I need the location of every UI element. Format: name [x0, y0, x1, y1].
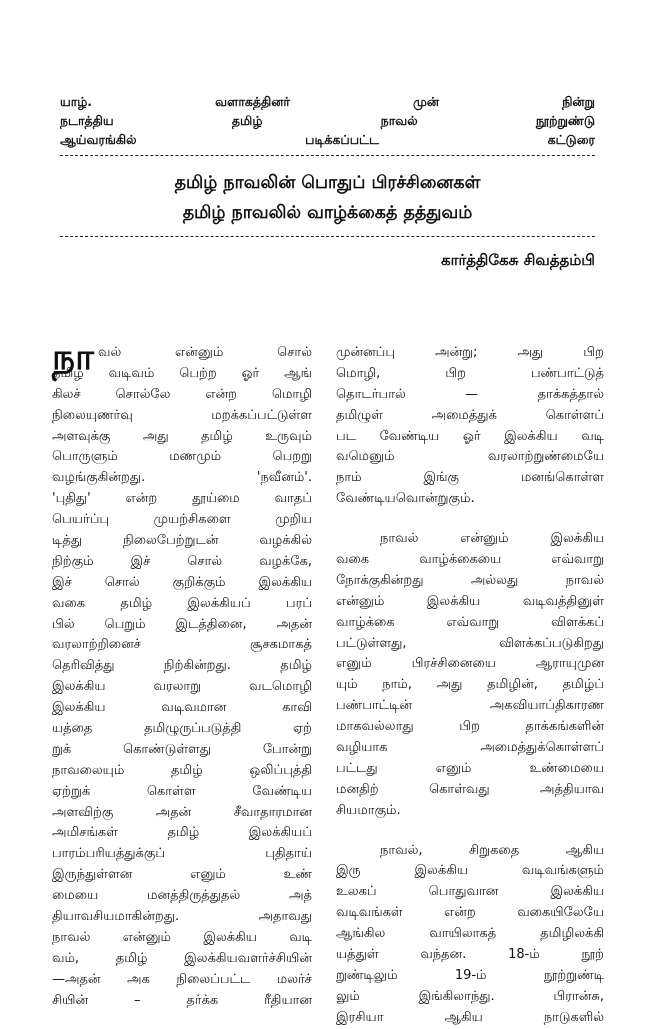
text-line: டித்து நிலைபேற்றுடன் வழக்கில் — [52, 533, 312, 549]
text-line: வழங்குகின்றது. 'நவீனம்'. — [52, 470, 312, 486]
text-line: வேண்டியவொன்றுகும். — [336, 491, 475, 507]
text-line: என்னும் இலக்கிய வடிவத்தினுள் — [336, 593, 604, 609]
text-line: தியாவசியமாகின்றது. அதாவது — [52, 909, 312, 925]
right-column — [336, 343, 604, 1029]
text-line: மொழி, பிற பண்பாட்டுத் — [336, 365, 604, 381]
text-line: நாம் இங்கு மனங்கொள்ள — [336, 470, 604, 486]
note-line: ஆய்வரங்கில் படிக்கப்பட்ட கட்டுரை — [60, 132, 595, 147]
text-line: நாவல் என்னும் இலக்கிய — [380, 531, 604, 547]
text-line: வகை தமிழ் இலக்கியப் பரப் — [52, 595, 312, 611]
text-line: வமெனும் வரலாற்றுண்மையே — [336, 449, 604, 465]
paragraph-3 — [336, 841, 604, 1029]
text-line: அளவுக்கு அது தமிழ் உருவும் — [52, 428, 312, 444]
text-line: கிலச் சொல்லே என்ற மொழி — [52, 386, 312, 402]
text-line: வழியாக அமைத்துக்கொள்ளப் — [336, 740, 604, 756]
text-line: அளவிற்கு அதன் சீவாதாரமான — [52, 804, 312, 820]
note-line: நடாத்திய தமிழ் நாவல் நூற்றுண்டு — [60, 113, 595, 128]
paragraph-2 — [336, 529, 604, 821]
text-line: தமிழ் வடிவம் பெற்ற ஓர் ஆங் — [52, 365, 312, 381]
text-line: இச் சொல் குறிக்கும் இலக்கிய — [52, 574, 312, 590]
text-line: நோக்குகின்றது அல்லது நாவல் — [336, 572, 604, 588]
paragraph-gap — [336, 822, 604, 841]
drop-cap: நா — [52, 337, 94, 378]
text-line: பண்பாட்டின் அகவியாப்திகாரண — [336, 698, 604, 714]
text-line: சியின் – தர்க்க ரீதியான — [52, 992, 312, 1008]
paragraph-1 — [336, 343, 604, 510]
text-line: தெரிவித்து நிற்கின்றது. தமிழ் — [52, 658, 312, 674]
text-line: —அதன் அக நிலைப்பட்ட மலர்ச் — [52, 971, 312, 987]
text-line: பட்டது எனும் உண்மையை — [336, 760, 604, 776]
text-line: நாவல் என்னும் இலக்கிய வடி — [52, 929, 312, 945]
text-line: தமிழுள் அமைத்துக் கொள்ளப் — [336, 407, 604, 423]
text-line: யும் நாம், அது தமிழின், தமிழ்ப் — [336, 677, 604, 693]
text-line: நாவல், சிறுகதை ஆகிய — [380, 842, 604, 858]
presentation-note — [60, 92, 595, 149]
text-line: முன்னப்பு அன்று; அது பிற — [336, 345, 604, 360]
text-line: வம், தமிழ் இலக்கியவளர்ச்சியின் — [52, 950, 312, 966]
text-line: நிற்கும் இச் சொல் வழக்கே, — [52, 553, 312, 569]
text-line: ஏற்றுக் கொள்ள வேண்டிய — [52, 783, 312, 799]
text-line: மையை மனத்திருத்துதல் அத் — [52, 888, 312, 904]
paragraph-gap — [336, 510, 604, 529]
title-line-2: தமிழ் நாவலில் வாழ்க்கைத் தத்துவம் — [182, 203, 473, 223]
text-line: றுக் கொண்டுள்ளது போன்று — [52, 741, 312, 757]
left-column — [52, 337, 312, 1012]
text-line: உலகப் பொதுவான இலக்கிய — [336, 884, 604, 900]
text-line: வல் என்னும் சொல் — [98, 345, 312, 360]
text-line: சியமாகும். — [336, 802, 401, 818]
author-name: கார்த்திகேசு சிவத்தம்பி — [441, 251, 595, 269]
text-line: அமிசங்கள் தமிழ் இலக்கியப் — [52, 825, 312, 841]
title-divider — [60, 236, 595, 237]
text-line: வரலாற்றினைச் சூசகமாகத் — [52, 637, 312, 653]
text-line: பாரம்பரியத்துக்குப் புதிதாய் — [52, 846, 312, 862]
text-line: பொருளும் மணமும் பெறறு — [52, 449, 312, 465]
text-line: தொடர்பால் — தாக்கத்தால் — [336, 386, 604, 402]
text-line: ஆங்கில வாயிலாகத் தமிழிலக்கி — [336, 926, 604, 942]
text-line: இரு இலக்கிய வடிவங்களும் — [336, 863, 604, 879]
text-line: நிலையுணர்வு மறக்கப்பட்டுள்ள — [52, 407, 312, 423]
top-divider — [60, 155, 595, 156]
text-line: எனும் பிரச்சினையை ஆராயுமுன — [336, 656, 604, 672]
text-line: வடிவங்கள் என்ற வகையிலேயே — [336, 905, 604, 921]
text-line: இலக்கிய வரலாறு வடமொழி — [52, 679, 312, 695]
text-line: பில் பெறும் இடத்தினை, அதன் — [52, 616, 312, 632]
text-line: 'புதிது' என்ற தூய்மை வாதப் — [52, 491, 312, 507]
text-line: யத்தை தமிழுருப்படுத்தி ஏற் — [52, 721, 312, 737]
text-line: யத்துள் வந்தன. 18-ம் நூற் — [336, 947, 604, 963]
text-line: பட்டுள்ளது, விளக்கப்படுகிறது — [336, 635, 604, 651]
text-line: வகை வாழ்க்கையை எவ்வாறு — [336, 552, 604, 568]
text-line: இரசியா ஆகிய நாடுகளில் — [336, 1009, 604, 1025]
article-title — [60, 168, 595, 228]
text-line: வாழ்க்கை எவ்வாறு விளக்கப் — [336, 614, 604, 630]
text-line: லும் இங்கிலாந்து. பிரான்சு, — [336, 988, 604, 1004]
text-line: றுண்டிலும் 19-ம் நூற்றுண்டி — [336, 967, 604, 983]
left-lines — [52, 343, 312, 1012]
text-line: மனதிற் கொள்வது அத்தியாவ — [336, 781, 604, 797]
text-line: பட வேண்டிய ஓர் இலக்கிய வடி — [336, 428, 604, 444]
text-line: இலக்கிய வடிவமான காவி — [52, 700, 312, 716]
text-line: இருந்துள்ளன எனும் உண் — [52, 867, 312, 883]
text-line: பெயர்ப்பு முயற்சிகளை முறிய — [52, 512, 312, 528]
note-line: யாழ். வளாகத்தினர் முன் நின்று — [60, 94, 595, 109]
text-line: நாவலையும் தமிழ் ஒலிப்புத்தி — [52, 762, 312, 778]
text-line: மாகவல்லாது பிற தாக்கங்களின் — [336, 719, 604, 735]
title-line-1: தமிழ் நாவலின் பொதுப் பிரச்சினைகள் — [174, 173, 481, 193]
